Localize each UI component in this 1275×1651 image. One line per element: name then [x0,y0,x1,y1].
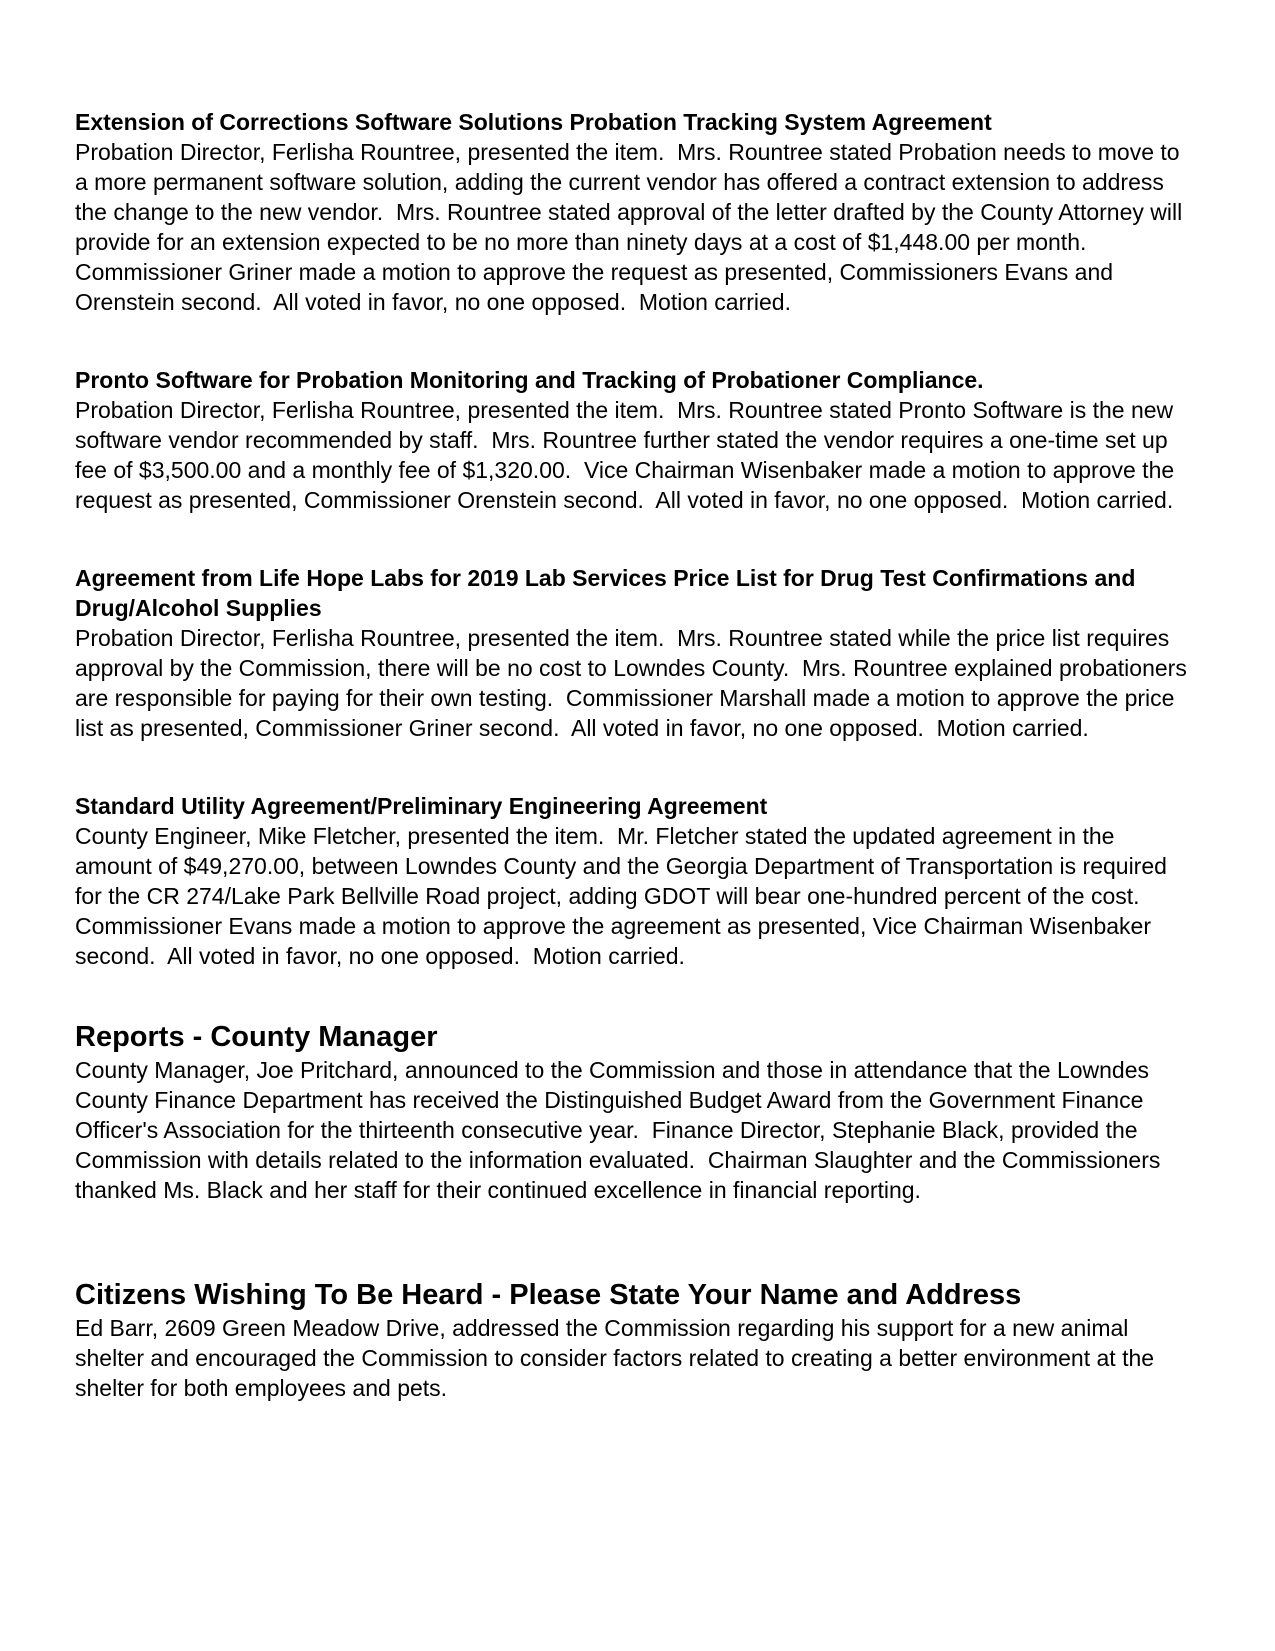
reports-county-manager-heading: Reports - County Manager [75,1021,438,1053]
section-life-hope-labs [75,563,1193,743]
extension-corrections-agreement-paragraph: Probation Director, Ferlisha Rountree, presented the item. Mrs. Rountree stated Probation needs to move to a more permanent software solution, adding the current vendor has offered a contract extension to address the change to the new vendor. Mrs. Rountree stated approval of the letter drafted by the County Attorney will provide for an extension expected to be no more than ninety days at a cost of $1,448.00 per month. Commissioner Griner made a motion to approve the request as presented, Commissioners Evans and Orenstein second. All voted in favor, no one opposed. Motion carried. [75,139,1189,315]
citizens-wishing-to-be-heard-paragraph: Ed Barr, 2609 Green Meadow Drive, addressed the Commission regarding his support for a new animal shelter and encouraged the Commission to consider factors related to creating a better environment at the shelter for both employees and pets. [75,1315,1161,1401]
citizens-wishing-to-be-heard-heading: Citizens Wishing To Be Heard - Please State Your Name and Address [75,1279,1022,1311]
standard-utility-agreement-heading: Standard Utility Agreement/Preliminary Engineering Agreement [75,793,768,819]
pronto-software-heading: Pronto Software for Probation Monitoring and Tracking of Probationer Compliance. [75,367,984,393]
life-hope-labs-paragraph: Probation Director, Ferlisha Rountree, presented the item. Mrs. Rountree stated while the price list requires approval by the Commission, there will be no cost to Lowndes County. Mrs. Rountree explained probationers are responsible for paying for their own testing. Commissioner Marshall made a motion to approve the price list as presented, Commissioner Griner second. All voted in favor, no one opposed. Motion carried. [75,625,1194,741]
section-reports-county-manager [75,1019,1193,1205]
section-citizens-wishing-to-be-heard [75,1277,1193,1403]
pronto-software-paragraph: Probation Director, Ferlisha Rountree, presented the item. Mrs. Rountree stated Pronto Software is the new software vendor recommended by staff. Mrs. Rountree further stated the vendor requires a one-time set up fee of $3,500.00 and a monthly fee of $1,320.00. Vice Chairman Wisenbaker made a motion to approve the request as presented, Commissioner Orenstein second. All voted in favor, no one opposed. Motion carried. [75,397,1181,513]
section-standard-utility-agreement [75,791,1193,971]
section-pronto-software [75,365,1193,515]
standard-utility-agreement-paragraph: County Engineer, Mike Fletcher, presented the item. Mr. Fletcher stated the updated agreement in the amount of $49,270.00, between Lowndes County and the Georgia Department of Transportation is required for the CR 274/Lake Park Bellville Road project, adding GDOT will bear one-hundred percent of the cost. Commissioner Evans made a motion to approve the agreement as presented, Vice Chairman Wisenbaker second. All voted in favor, no one opposed. Motion carried. [75,823,1174,969]
life-hope-labs-heading: Agreement from Life Hope Labs for 2019 Lab Services Price List for Drug Test Confirmations and Drug/Alcohol Supplies [75,565,1142,621]
section-extension-corrections-agreement [75,107,1193,317]
reports-county-manager-paragraph: County Manager, Joe Pritchard, announced to the Commission and those in attendance that the Lowndes County Finance Department has received the Distinguished Budget Award from the Government Finance Officer's Association for the thirteenth consecutive year. Finance Director, Stephanie Black, provided the Commission with details related to the information evaluated. Chairman Slaughter and the Commissioners thanked Ms. Black and her staff for their continued excellence in financial reporting. [75,1057,1167,1203]
extension-corrections-agreement-heading: Extension of Corrections Software Solutions Probation Tracking System Agreement [75,109,992,135]
